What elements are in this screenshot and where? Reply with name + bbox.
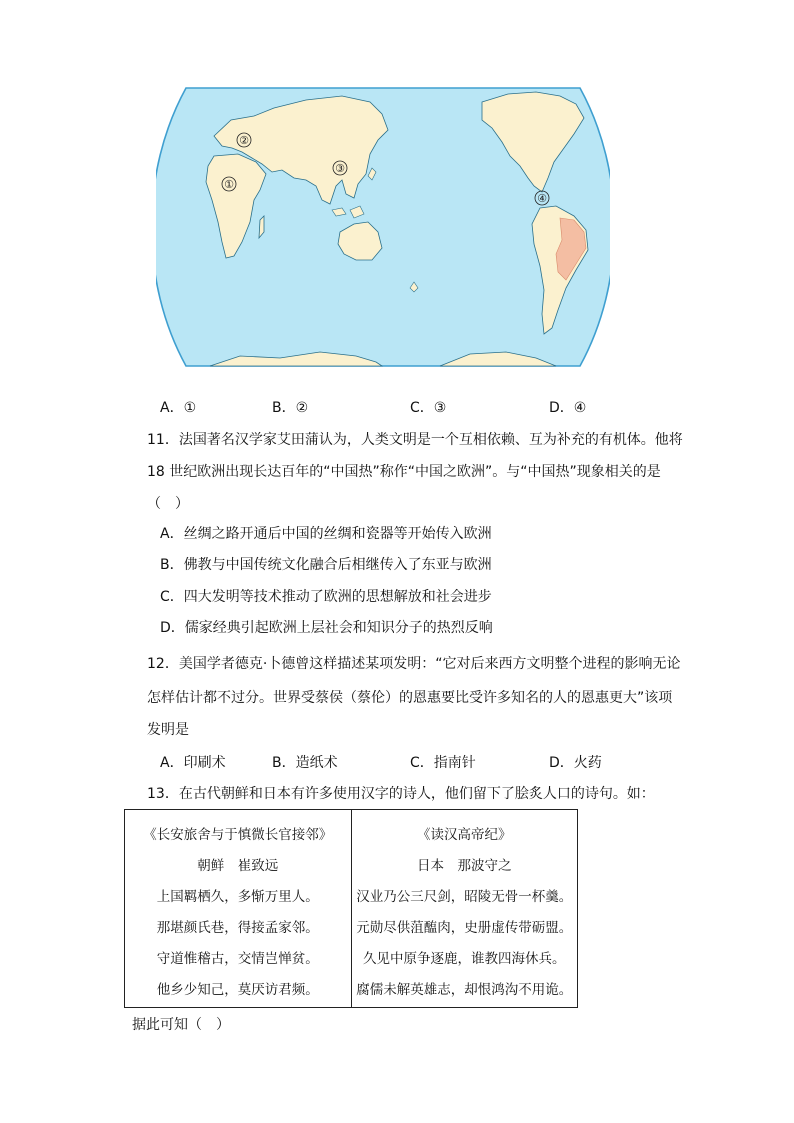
q10-option-a-value: ① — [183, 400, 197, 416]
poem-right-line: 腐儒未解英雄志，却恨鸿沟不用诡。 — [356, 982, 573, 998]
q12-option-b[interactable]: B．造纸术 — [272, 755, 338, 771]
marker-3-label: ③ — [335, 162, 345, 175]
q12-option-a[interactable]: A．印刷术 — [160, 755, 226, 771]
q10-option-c[interactable] — [410, 398, 446, 418]
q12-stem-line3: 发明是 — [147, 722, 189, 738]
q10-option-b[interactable] — [272, 398, 308, 418]
q11-option-b[interactable]: B．佛教与中国传统文化融合后相继传入了东亚与欧洲 — [160, 557, 492, 573]
q11-stem-line1: 11．法国著名汉学家艾田蒲认为，人类文明是一个互相依赖、互为补充的有机体。他将 — [147, 432, 683, 448]
q10-option-d-label: D． — [549, 400, 574, 416]
q10-option-c-value: ③ — [433, 400, 447, 416]
poem-right-line: 久见中原争逐鹿，谁教四海休兵。 — [363, 951, 566, 967]
poem-right-cell — [351, 810, 578, 1008]
q13-stem: 13．在古代朝鲜和日本有许多使用汉字的诗人，他们留下了脍炙人口的诗句。如： — [147, 786, 655, 802]
poem-left-author: 朝鲜 崔致远 — [197, 858, 279, 874]
q12-option-d[interactable]: D．火药 — [549, 755, 602, 771]
poem-left-line: 他乡少知己，莫厌访君频。 — [156, 982, 319, 998]
poem-left-line: 那堪颜氏巷，得接孟家邻。 — [156, 920, 319, 936]
poem-left-title: 《长安旅舍与于慎微长官接邻》 — [143, 827, 333, 843]
poem-right-line: 汉业乃公三尺剑，昭陵无骨一杯羹。 — [356, 889, 573, 905]
q11-stem-line2: 18 世纪欧洲出现长达百年的“中国热”称作“中国之欧洲”。与“中国热”现象相关的是 — [147, 464, 661, 480]
q11-option-a[interactable]: A．丝绸之路开通后中国的丝绸和瓷器等开始传入欧洲 — [160, 526, 492, 542]
q10-option-a[interactable] — [160, 398, 196, 418]
q10-option-d-value: ④ — [573, 400, 587, 416]
q10-option-a-label: A． — [160, 400, 184, 416]
world-map — [156, 82, 610, 372]
poem-left-cell — [125, 810, 352, 1008]
q10-option-d[interactable] — [549, 398, 586, 418]
q13-tail: 据此可知（ ） — [132, 1017, 230, 1033]
poem-right-title: 《读汉高帝纪》 — [417, 827, 512, 843]
marker-4-label: ④ — [537, 192, 547, 205]
poem-left-line: 守道惟稽古，交情岂惮贫。 — [156, 951, 319, 967]
poem-table — [124, 809, 578, 1008]
marker-1-label: ① — [224, 178, 234, 191]
q12-option-c[interactable]: C．指南针 — [410, 755, 476, 771]
q11-option-d[interactable]: D．儒家经典引起欧洲上层社会和知识分子的热烈反响 — [160, 620, 493, 636]
q10-option-b-label: B． — [272, 400, 296, 416]
q11-option-c[interactable]: C．四大发明等技术推动了欧洲的思想解放和社会进步 — [160, 589, 492, 605]
poem-right-line: 元勋尽供菹醢肉，史册虚传带砺盟。 — [356, 920, 573, 936]
poem-right-author: 日本 那波守之 — [417, 858, 512, 874]
q12-stem-line1: 12．美国学者德克·卜德曾这样描述某项发明：“它对后来西方文明整个进程的影响无论 — [147, 656, 681, 672]
q10-option-c-label: C． — [410, 400, 434, 416]
q12-stem-line2: 怎样估计都不过分。世界受蔡侯（蔡伦）的恩惠要比受许多知名的人的恩惠更大”该项 — [147, 690, 673, 706]
poem-left-line: 上国羁栖久，多惭万里人。 — [156, 889, 319, 905]
q11-stem-line3: （ ） — [147, 496, 189, 512]
marker-2-label: ② — [239, 134, 249, 147]
q10-option-b-value: ② — [295, 400, 309, 416]
